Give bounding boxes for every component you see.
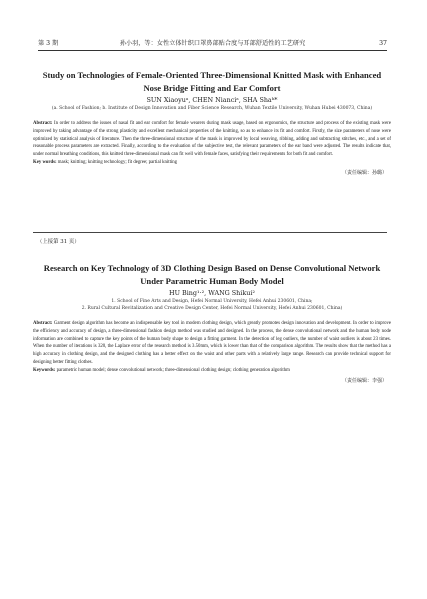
article-2-abstract	[33, 320, 391, 367]
continued-from-note: （上接第 31 页）	[37, 239, 80, 245]
article-2-title	[33, 262, 391, 288]
article-1-keywords-label: Key words:	[33, 159, 57, 165]
article-1-abstract	[33, 120, 391, 159]
article-2-keywords-text: parametric human model; dense convolutional network; three-dimensional clothing design; clothing generation algorithm	[55, 367, 290, 373]
article-2-abstract-text: Garment design algorithm has become an indispensable key tool in modern clothing design, which greatly promotes design innovation and development. In order to improve the efficiency and accuracy of design, a three-dimensional fashion design method was studied and designed. In the process, the dense convolutional network and the human body node information are combined to capture the key points of the human body shape to design a fitting garment. In the detection of leg outliers, the number of waist outliers is about 23 times. When the number of iterations is 320, the Laplace error of the research method is 3.50mm, which is lower than that of the comparison algorithm. The results show that the method has a high accuracy in clothing design, and the designed clothing has a better effect on the waist and other parts with a relatively large range. Research can provide technical support for designing better fitting clothes.	[33, 321, 391, 365]
article-1-affiliation: (a. School of Fashion; b. Institute of Design Innovation and Fiber Science Research, Wuhan Textile University, Wuhan Hubei 430073, China)	[51, 106, 373, 111]
issue-number: 第 3 期	[38, 40, 59, 47]
article-1-english-abstract	[33, 69, 391, 177]
article-1-editor: （责任编辑：孙璐）	[341, 169, 387, 176]
article-1-abstract-text: In order to address the issues of nasal fit and ear comfort for female wearers during mask usage, based on ergonomics, the structure and process of the existing mask were improved by taking advantage of the strong plasticity and excellent mechanical properties of the knitting, so as to enhance its fit and comfort. Firstly, the size parameters of nose were optimized by statistical analysis of literature. Then the three-dimensional structure of the mask is improved by local weaving, ribbing, adding and subtracting stitches, etc., and a set of reasonable process parameters are extracted. Finally, according to the evaluation of the subjective test, the relevant parameters of the ear band were adjusted. The results indicate that, under normal breathing conditions, this knitted three-dimensional mask can fit well with female faces, satisfying their requirements for both fit and comfort.	[33, 121, 391, 158]
article-2-title-line-2: Under Parametric Human Body Model	[140, 276, 284, 286]
article-1-keywords	[33, 159, 391, 167]
article-2-title-line-1: Research on Key Technology of 3D Clothing Design Based on Dense Convolutional Network	[43, 263, 381, 273]
running-title: 孙小羽，等：女性立体针织口罩鼻部贴合度与耳部舒适性的工艺研究	[119, 40, 306, 47]
article-2-editor: （责任编辑：李强）	[341, 377, 387, 384]
article-2-authors: HU Bing¹·², WANG Shikui²	[169, 289, 255, 297]
article-1-title-line-2: Nose Bridge Fitting and Ear Comfort	[143, 83, 281, 93]
article-2-keywords	[33, 367, 391, 375]
article-1-keywords-text: mask; knitting; knitting technology; fit degree; partial knitting	[56, 159, 178, 165]
article-1-title	[33, 69, 391, 95]
article-2-abstract-label: Abstract:	[33, 321, 53, 326]
running-header	[38, 38, 387, 51]
article-2-affiliation-1: 1. School of Fine Arts and Design, Hefei Normal University, Hefei Anhui 230601, China;	[111, 299, 313, 304]
article-1-title-line-1: Study on Technologies of Female-Oriented Three-Dimensional Knitted Mask with Enhanced	[42, 70, 382, 80]
section-divider	[33, 232, 387, 233]
article-2-keywords-label: Keywords:	[33, 367, 56, 373]
page-number: 37	[379, 40, 387, 47]
article-1-authors: SUN Xiaoyuᵃ, CHEN Nianciᵃ, SHA Shaᵇ*	[146, 96, 278, 104]
article-1-abstract-label: Abstract:	[33, 121, 53, 126]
article-2-affiliation-2: 2. Rural Cultural Revitalization and Creative Design Center, Hefei Normal University, Hefei Anhui 230601, China)	[81, 306, 343, 311]
article-2-english-abstract	[33, 262, 391, 385]
